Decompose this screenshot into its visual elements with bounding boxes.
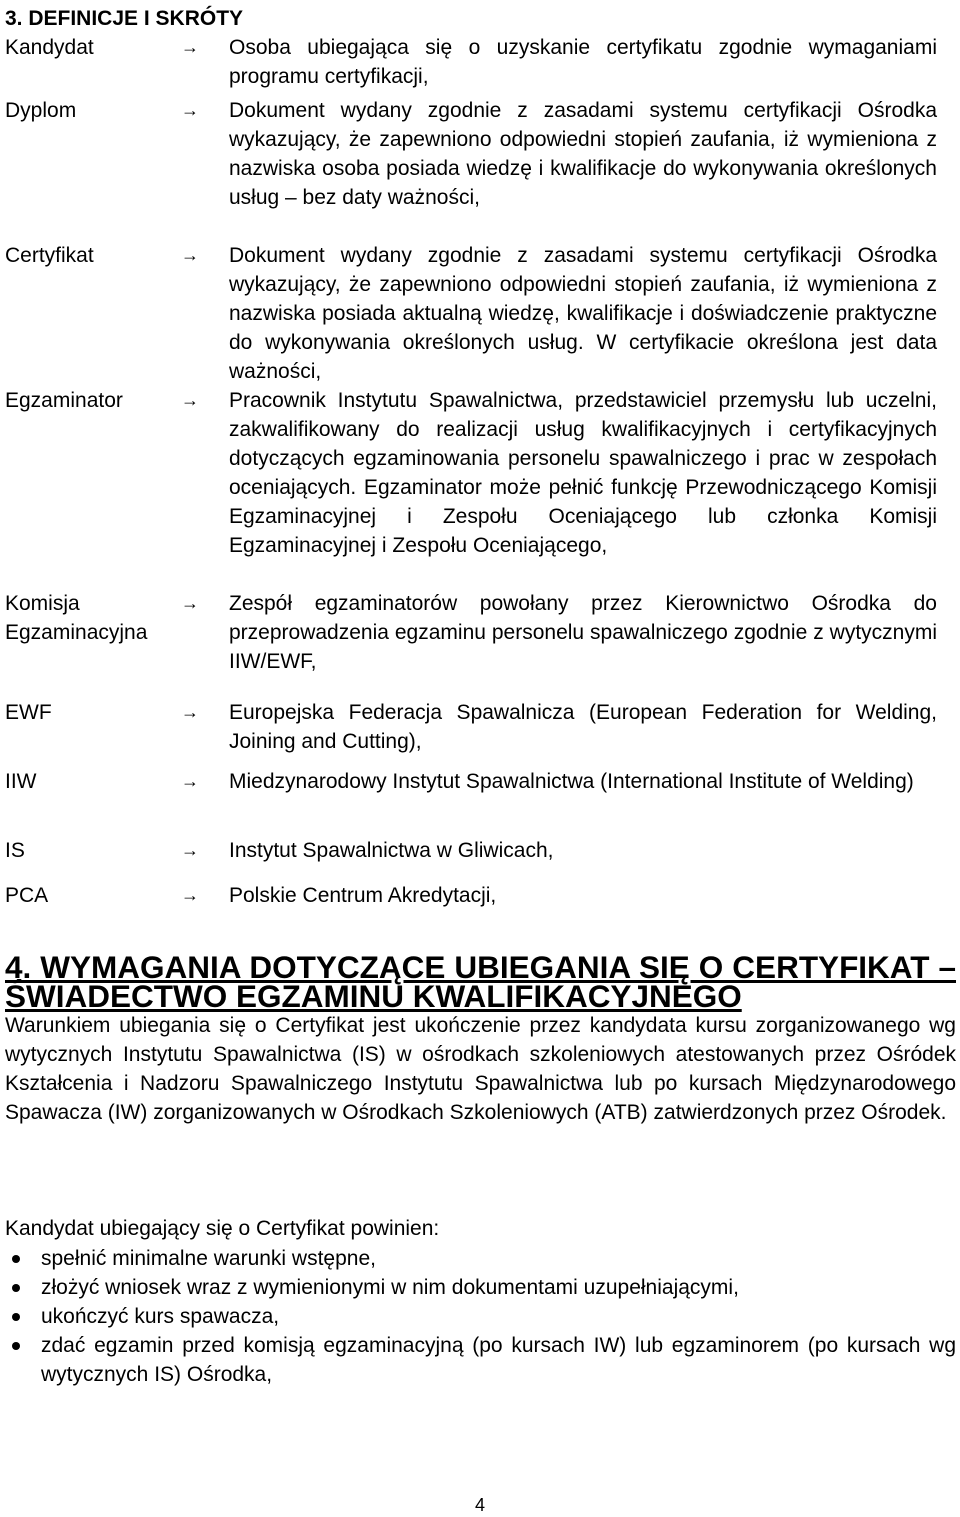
list-item-text: złożyć wniosek wraz z wymienionymi w nim dokumentami uzupełniającymi, <box>41 1276 739 1299</box>
term-label-certyfikat <box>5 241 94 270</box>
arrow-right-icon: → <box>181 390 199 410</box>
bullet-icon <box>12 1284 20 1292</box>
arrow-right-icon: → <box>181 702 199 722</box>
term-label-is <box>5 836 25 865</box>
arrow-right-icon: → <box>181 771 199 791</box>
bullet-icon <box>12 1313 20 1321</box>
page-number: 4 <box>474 1495 485 1515</box>
bullet-icon <box>12 1255 20 1263</box>
list-item <box>0 1273 956 1302</box>
arrow-right-icon: → <box>181 885 199 905</box>
arrow-right-icon: → <box>181 593 199 613</box>
term-label-line: Certyfikat <box>5 244 94 267</box>
list-item <box>0 1244 956 1273</box>
term-definition-is: Instytut Spawalnictwa w Gliwicach, <box>229 839 554 862</box>
section-4-paragraph: Warunkiem ubiegania się o Certyfikat jest ukończenie przez kandydata kursu zorganizowanego wg wytycznych Instytutu Spawalnictwa (IS) w ośrodkach szkoleniowych atestowanych przez Ośródek Kształcenia i Nadzoru Spawalniczego Instytutu Spawalnictwa lub po kursach Międzynarodowego Spawacza (IW) zorganizowanych w Ośrodkach Szkoleniowych (ATB) zatwierdzonych przez Ośrodek. <box>5 1014 956 1124</box>
term-label-egzaminator <box>5 386 123 415</box>
term-label-line: Dyplom <box>5 99 77 122</box>
section-4-intro: Kandydat ubiegający się o Certyfikat powinien: <box>5 1217 440 1240</box>
term-label-line: IS <box>5 839 25 862</box>
term-definition-dyplom: Dokument wydany zgodnie z zasadami systemu certyfikacji Ośrodka wykazujący, że zapewniono odpowiedni stopień zaufania, iż wymieniona z nazwiska osoba posiada wiedzę i kwalifikacje do wykonywania określonych usług – bez daty ważności, <box>229 99 937 209</box>
arrow-right-icon: → <box>181 100 199 120</box>
term-label-komisja-egzaminacyjna <box>5 589 147 647</box>
section-3-heading: 3. DEFINICJE I SKRÓTY <box>5 7 244 30</box>
list-item-text: zdać egzamin przed komisją egzaminacyjną (po kursach IW) lub egzaminorem (po kursach wg wytycznych IS) Ośrodka, <box>41 1334 956 1386</box>
list-item <box>0 1331 956 1389</box>
term-label-line: Kandydat <box>5 36 94 59</box>
term-label-dyplom <box>5 96 76 125</box>
term-label-kandydat <box>5 33 94 62</box>
list-item <box>0 1302 956 1331</box>
term-label-line: PCA <box>5 884 49 907</box>
arrow-right-icon: → <box>181 840 199 860</box>
term-label-line: Egzaminator <box>5 389 123 412</box>
list-item-text: ukończyć kurs spawacza, <box>41 1305 280 1328</box>
requirements-list <box>0 1244 960 1389</box>
bullet-icon <box>12 1342 20 1350</box>
term-definition-egzaminator: Pracownik Instytutu Spawalnictwa, przedstawiciel przemysłu lub uczelni, zakwalifikowany do realizacji usług kwalifikacyjnych i certyfikacyjnych dotyczących egzaminowania personelu spawalniczego i prac w zespołach oceniających. Egzaminator może pełnić funkcję Przewodniczącego Komisji Egzaminacyjnej i Zespołu Oceniającego lub członka Komisji Egzaminacyjnej i Zespołu Oceniającego, <box>229 389 937 557</box>
arrow-right-icon: → <box>181 37 199 57</box>
term-definition-komisja-egzaminacyjna: Zespół egzaminatorów powołany przez Kierownictwo Ośrodka do przeprowadzenia egzaminu personelu spawalniczego zgodnie z wytycznymi IIW/EWF, <box>229 592 937 673</box>
term-label-ewf <box>5 698 52 727</box>
term-definition-ewf: Europejska Federacja Spawalnicza (European Federation for Welding, Joining and Cutting), <box>229 701 937 753</box>
term-label-iiw <box>5 767 37 796</box>
term-label-pca <box>5 881 48 910</box>
term-definition-certyfikat: Dokument wydany zgodnie z zasadami systemu certyfikacji Ośrodka wykazujący, że zapewniono odpowiedni stopień zaufania, iż wymieniona z nazwiska posiada aktualną wiedzę, kwalifikacje i doświadczenie praktyczne do wykonywania określonych usług. W certyfikacie określona jest data ważności, <box>229 244 937 383</box>
term-label-line: IIW <box>5 770 37 793</box>
term-definition-kandydat: Osoba ubiegająca się o uzyskanie certyfikatu zgodnie wymaganiami programu certyfikacji, <box>229 36 937 88</box>
term-label-line: Egzaminacyjna <box>5 621 148 644</box>
term-definition-pca: Polskie Centrum Akredytacji, <box>229 884 497 907</box>
term-label-line: Komisja <box>5 592 80 615</box>
term-definition-iiw: Miedzynarodowy Instytut Spawalnictwa (International Institute of Welding) <box>229 770 914 793</box>
arrow-right-icon: → <box>181 245 199 265</box>
section-4-heading: 4. WYMAGANIA DOTYCZĄCE UBIEGANIA SIĘ O CERTYFIKAT – ŚWIADECTWO EGZAMINU KWALIFIKACYJNEGO <box>5 949 956 1014</box>
term-label-line: EWF <box>5 701 52 724</box>
list-item-text: spełnić minimalne warunki wstępne, <box>41 1247 376 1270</box>
